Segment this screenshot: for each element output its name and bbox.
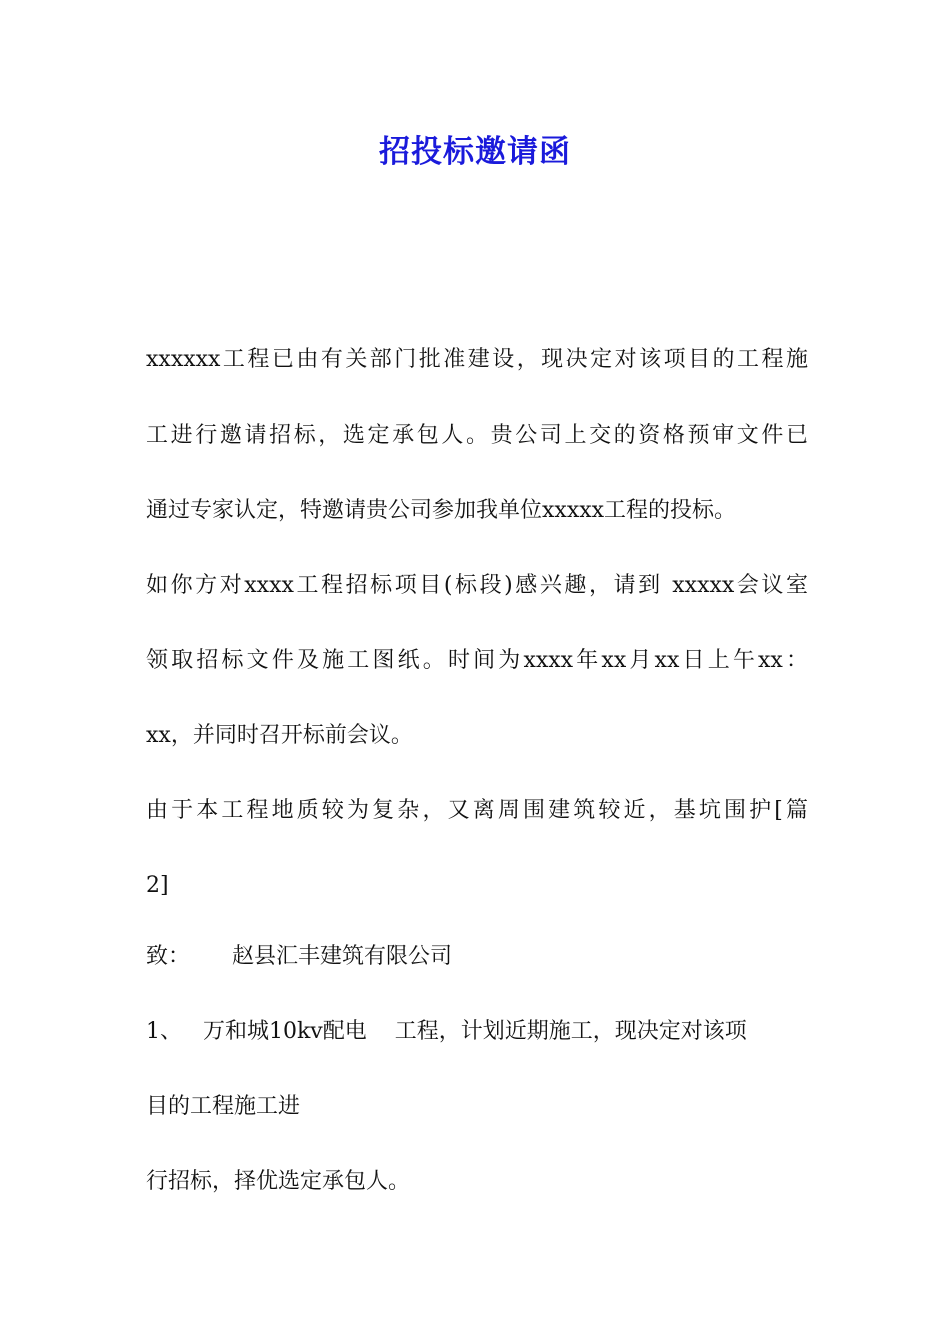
paragraph-line-5: 领取招标文件及施工图纸。时间为xxxx年xx月xx日上午xx：: [146, 648, 808, 673]
item-line-1: 1、 万和城10kv配电 工程，计划近期施工，现决定对该项: [146, 1019, 747, 1044]
paragraph-line-3: 通过专家认定，特邀请贵公司参加我单位xxxxx工程的投标。: [146, 498, 737, 523]
item-line-2: 目的工程施工进: [146, 1094, 301, 1119]
paragraph-line-8: 2]: [146, 873, 169, 898]
item-line-3: 行招标，择优选定承包人。: [146, 1169, 411, 1194]
paragraph-line-1: xxxxxx工程已由有关部门批准建设，现决定对该项目的工程施: [146, 347, 808, 372]
paragraph-line-2: 工进行邀请招标，选定承包人。贵公司上交的资格预审文件已: [146, 423, 808, 448]
paragraph-line-7: 由于本工程地质较为复杂，又离周围建筑较近，基坑围护[篇: [146, 798, 808, 823]
salutation-line: 致： 赵县汇丰建筑有限公司: [146, 944, 452, 969]
paragraph-line-4: 如你方对xxxx工程招标项目(标段)感兴趣，请到 xxxxx会议室: [146, 573, 808, 598]
document-title: 招投标邀请函: [379, 134, 571, 170]
paragraph-line-6: xx，并同时召开标前会议。: [146, 723, 413, 748]
